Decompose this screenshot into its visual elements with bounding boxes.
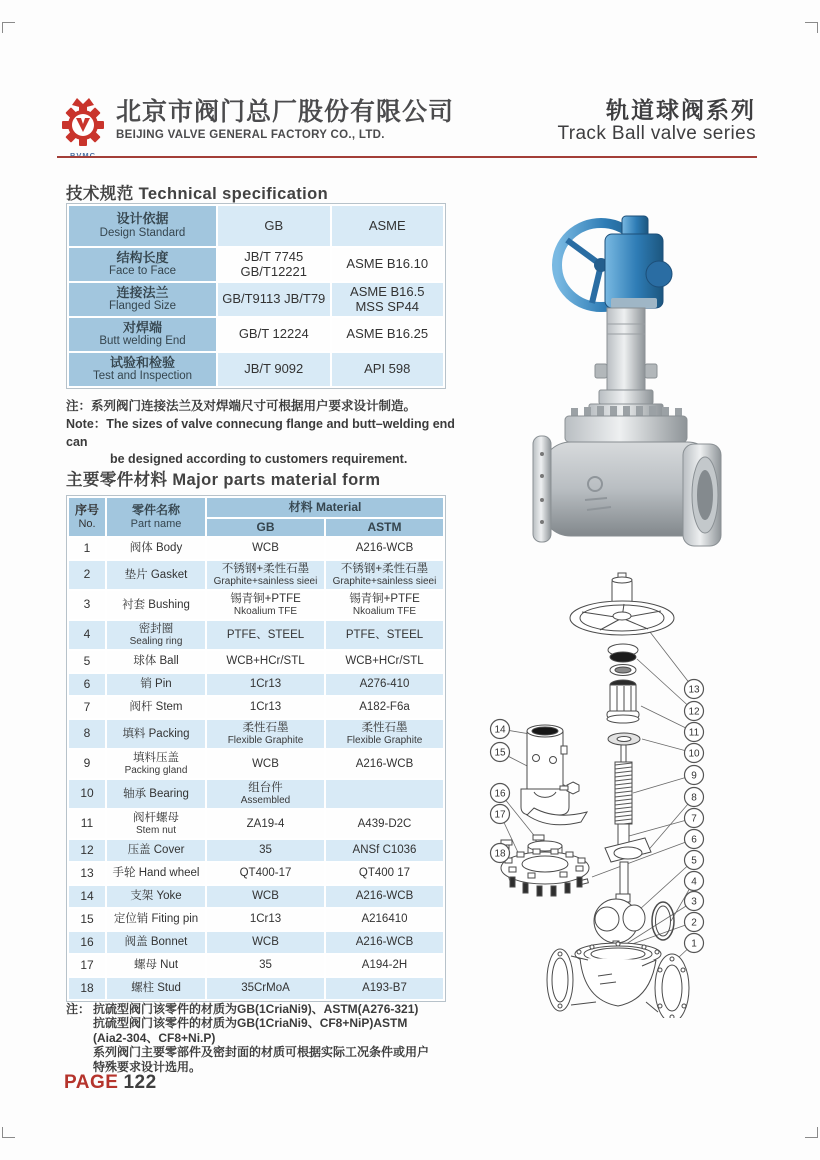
tech-spec-row — [69, 248, 443, 281]
tech-spec-table — [66, 203, 446, 389]
series-title-en: Track Ball valve series — [557, 123, 756, 145]
part-name-cell — [107, 697, 205, 718]
part-no-cell: 18 — [69, 978, 105, 999]
cell-line: 锡青铜+PTFE — [349, 592, 420, 605]
part-no-cell: 13 — [69, 863, 105, 884]
cell-line: WCB — [252, 890, 279, 903]
diagram-stem — [605, 745, 651, 902]
cell-line: GB/T 12224 — [238, 326, 309, 342]
part-gb-cell — [207, 697, 324, 718]
part-name-cell — [107, 750, 205, 778]
callout-7 — [685, 809, 704, 828]
cell-line: 球体 Ball — [133, 655, 179, 668]
part-name-cell — [107, 978, 205, 999]
parts-table — [66, 495, 446, 1002]
part-astm-cell — [326, 674, 443, 695]
part-gb-cell — [207, 840, 324, 861]
cell-line: 柔性石墨 — [361, 721, 408, 734]
part-name-cell — [107, 651, 205, 672]
parts-row — [69, 978, 443, 999]
svg-text:17: 17 — [494, 809, 506, 821]
cell-line: A193-B7 — [362, 982, 407, 995]
part-name-cell — [107, 591, 205, 619]
part-name-cell — [107, 909, 205, 930]
part-gb-cell — [207, 674, 324, 695]
note-lines — [93, 1002, 471, 1074]
callout-4 — [685, 872, 704, 891]
cell-line: 试验和检验 — [109, 354, 175, 370]
cell-line: Nkoalium TFE — [233, 605, 298, 617]
part-gb-cell — [207, 561, 324, 589]
parts-row — [69, 886, 443, 907]
note-line: 抗硫型阀门该零件的材质为GB(1CriaNi9)、ASTM(A276-321) — [93, 1002, 419, 1016]
spec-gb-cell — [218, 206, 330, 246]
cell-line: ASME B16.10 — [346, 256, 429, 272]
diagram-bearing — [608, 733, 640, 745]
svg-text:16: 16 — [494, 788, 506, 800]
svg-text:9: 9 — [691, 770, 697, 782]
svg-text:6: 6 — [691, 834, 697, 846]
callout-15 — [491, 743, 510, 762]
cell-line: 填料 Packing — [122, 727, 190, 740]
note-line: 抗硫型阀门该零件的材质为GB(1CriaNi9、CF8+NiP)ASTM — [93, 1016, 408, 1031]
cell-line: Flanged Size — [108, 300, 177, 313]
part-astm-cell — [326, 720, 443, 748]
header-material: 材料 Material — [207, 498, 443, 517]
cell-line: 锡青铜+PTFE — [230, 592, 301, 605]
tech-spec-table-body — [69, 206, 443, 386]
part-no-cell: 17 — [69, 955, 105, 976]
parts-row — [69, 955, 443, 976]
header-no: 序号 No. — [69, 498, 105, 536]
part-astm-cell — [326, 863, 443, 884]
tech-spec-title — [66, 180, 328, 204]
callout-12 — [685, 702, 704, 721]
spec-label-cell — [69, 283, 216, 316]
cell-line: WCB — [252, 936, 279, 949]
cell-line: 轴承 Bearing — [123, 787, 189, 800]
part-astm-cell — [326, 810, 443, 838]
part-gb-cell — [207, 955, 324, 976]
part-no-cell: 6 — [69, 674, 105, 695]
cell-line: A216-WCB — [355, 890, 414, 903]
cell-line: PTFE、STEEL — [345, 628, 424, 641]
part-name-cell — [107, 780, 205, 808]
cell-line: MSS SP44 — [355, 298, 420, 314]
part-no-cell: 10 — [69, 780, 105, 808]
cell-line: A182-F6a — [359, 701, 410, 714]
parts-row — [69, 810, 443, 838]
cell-line: ASME B16.25 — [346, 326, 429, 342]
part-gb-cell — [207, 720, 324, 748]
svg-text:18: 18 — [494, 848, 506, 860]
cell-line: 销 Pin — [140, 678, 172, 691]
diagram-art — [491, 573, 704, 1018]
svg-text:10: 10 — [688, 748, 700, 760]
parts-row — [69, 674, 443, 695]
callout-3 — [685, 892, 704, 911]
header-rule — [57, 156, 757, 158]
header-part-name: 零件名称 Part name — [107, 498, 205, 536]
part-gb-cell — [207, 932, 324, 953]
cell-line: Graphite+sainless sieei — [213, 575, 318, 587]
part-gb-cell — [207, 863, 324, 884]
cell-line: GB/T12221 — [240, 263, 307, 279]
part-astm-cell — [326, 621, 443, 649]
page-number: 122 — [123, 1072, 157, 1093]
cell-line: 组台件 — [248, 781, 283, 794]
photo-stem — [589, 308, 663, 416]
callout-16 — [491, 784, 510, 803]
part-no-cell: 3 — [69, 591, 105, 619]
part-no-cell: 2 — [69, 561, 105, 589]
cell-line: 连接法兰 — [116, 284, 169, 300]
part-gb-cell — [207, 909, 324, 930]
crop-mark — [805, 22, 818, 33]
cell-line: 填料压盖 — [133, 751, 179, 764]
cell-line: WCB — [252, 757, 279, 770]
cell-line: API 598 — [364, 361, 411, 377]
diagram-bonnet-flange — [501, 841, 589, 896]
svg-text:4: 4 — [691, 876, 697, 888]
parts-title-en: Major parts material form — [172, 471, 381, 489]
part-name-cell — [107, 840, 205, 861]
cell-line: A216-WCB — [355, 757, 414, 770]
part-astm-cell — [326, 978, 443, 999]
cell-line: 压盖 Cover — [127, 844, 185, 857]
part-name-cell — [107, 932, 205, 953]
parts-row — [69, 621, 443, 649]
cell-line: ASME B16.5 — [350, 283, 425, 299]
note-line: 特殊要求设计选用。 — [93, 1059, 202, 1074]
parts-row — [69, 840, 443, 861]
parts-note — [66, 1002, 471, 1074]
part-name-cell — [107, 621, 205, 649]
cell-line: WCB+HCr/STL — [226, 655, 305, 668]
spec-asme-cell — [332, 283, 444, 316]
tech-spec-title-cn: 技术规范 — [66, 185, 134, 203]
cell-line: 对焊端 — [122, 319, 162, 335]
spec-label-cell — [69, 353, 216, 386]
cell-line: 35CrMoA — [241, 982, 290, 995]
callout-2 — [685, 913, 704, 932]
part-astm-cell — [326, 909, 443, 930]
parts-title — [66, 466, 380, 490]
part-astm-cell — [326, 840, 443, 861]
cell-line: QT400-17 — [239, 867, 292, 880]
svg-text:12: 12 — [688, 706, 700, 718]
cell-line: JB/T 7745 — [244, 248, 304, 264]
cell-line: 1Cr13 — [249, 678, 282, 691]
cell-line: Flexible Graphite — [346, 734, 423, 746]
cell-line: 螺柱 Stud — [131, 982, 181, 995]
part-astm-cell — [326, 697, 443, 718]
part-no-cell: 8 — [69, 720, 105, 748]
diagram-cover — [608, 644, 638, 676]
cell-line: WCB+HCr/STL — [345, 655, 424, 668]
cell-line: 设计依据 — [116, 211, 169, 227]
part-no-cell: 16 — [69, 932, 105, 953]
part-astm-cell — [326, 591, 443, 619]
cell-line: Assembled — [240, 794, 291, 806]
svg-text:14: 14 — [494, 724, 506, 736]
photo-top-flange — [565, 406, 687, 442]
company-name-block — [116, 99, 454, 141]
callout-5 — [685, 851, 704, 870]
part-no-cell: 11 — [69, 810, 105, 838]
part-name-cell — [107, 810, 205, 838]
cell-line: 衬套 Bushing — [122, 598, 190, 611]
cell-line: 阀杆螺母 — [133, 811, 179, 824]
company-logo — [56, 96, 110, 158]
part-name-cell — [107, 955, 205, 976]
crop-mark — [2, 22, 15, 33]
spec-asme-cell — [332, 318, 444, 351]
cell-line: Packing gland — [124, 764, 188, 776]
gear-logo-icon — [56, 96, 110, 148]
svg-text:15: 15 — [494, 747, 506, 759]
note-line: 系列阀门主要零部件及密封面的材质可根据实际工况条件或用户 — [93, 1045, 430, 1060]
cell-line: Stem nut — [135, 824, 177, 836]
cell-line: 1Cr13 — [249, 701, 282, 714]
cell-line: 阀盖 Bonnet — [124, 936, 188, 949]
cell-line: 35 — [259, 844, 272, 857]
callout-18 — [491, 844, 510, 863]
cell-line: 阀体 Body — [129, 542, 183, 555]
cell-line: Nkoalium TFE — [352, 605, 417, 617]
cell-line: 螺母 Nut — [133, 959, 179, 972]
cell-line: 结构长度 — [116, 249, 169, 265]
part-gb-cell — [207, 538, 324, 559]
cell-line: A216-WCB — [355, 936, 414, 949]
cell-line: WCB — [252, 542, 279, 555]
part-astm-cell — [326, 750, 443, 778]
part-name-cell — [107, 863, 205, 884]
part-name-cell — [107, 674, 205, 695]
diagram-yoke — [521, 725, 587, 825]
page-footer — [64, 1072, 157, 1094]
part-name-cell — [107, 538, 205, 559]
note-label: 注： — [66, 1002, 91, 1016]
cell-line: Sealing ring — [129, 635, 183, 647]
parts-row — [69, 932, 443, 953]
tech-spec-row — [69, 206, 443, 246]
series-title-block — [557, 97, 756, 145]
cell-line: Flexible Graphite — [227, 734, 304, 746]
parts-row — [69, 750, 443, 778]
svg-text:1: 1 — [691, 938, 697, 950]
part-astm-cell — [326, 932, 443, 953]
parts-row — [69, 780, 443, 808]
spec-gb-cell — [218, 248, 330, 281]
callout-6 — [685, 830, 704, 849]
cell-line: GB/T9113 JB/T79 — [222, 291, 326, 307]
parts-row — [69, 561, 443, 589]
part-no-cell: 4 — [69, 621, 105, 649]
part-gb-cell — [207, 621, 324, 649]
tech-spec-title-en: Technical specification — [138, 185, 329, 203]
part-no-cell: 12 — [69, 840, 105, 861]
part-no-cell: 1 — [69, 538, 105, 559]
diagram-stem-nut — [607, 680, 639, 723]
part-gb-cell — [207, 810, 324, 838]
callout-11 — [685, 723, 704, 742]
exploded-diagram — [462, 566, 780, 1018]
cell-line: Face to Face — [108, 265, 177, 278]
leader-line-13 — [650, 632, 694, 689]
svg-text:5: 5 — [691, 855, 697, 867]
parts-header-row — [69, 498, 443, 517]
spec-label-cell — [69, 318, 216, 351]
part-no-cell: 14 — [69, 886, 105, 907]
spec-gb-cell — [218, 283, 330, 316]
part-gb-cell — [207, 591, 324, 619]
note-line: Note：The sizes of valve connecung flange and butt–welding end can — [66, 416, 455, 449]
cell-line: Test and Inspection — [92, 370, 193, 383]
cell-line: 不锈钢+柔性石墨 — [340, 562, 429, 575]
tech-spec-row — [69, 353, 443, 386]
spec-gb-cell — [218, 353, 330, 386]
part-name-cell — [107, 886, 205, 907]
callout-9 — [685, 766, 704, 785]
note-line: be designed according to customers requirement. — [110, 452, 408, 467]
cell-line: ASME — [368, 217, 406, 233]
cell-line: 支架 Yoke — [130, 890, 182, 903]
part-gb-cell — [207, 978, 324, 999]
part-gb-cell — [207, 651, 324, 672]
spec-asme-cell — [332, 248, 444, 281]
part-no-cell: 15 — [69, 909, 105, 930]
crop-mark — [2, 1127, 15, 1138]
note-line: 注：系列阀门连接法兰及对焊端尺寸可根据用户要求设计制造。 — [66, 399, 417, 413]
diagram-handwheel — [570, 573, 674, 635]
cell-line: 不锈钢+柔性石墨 — [221, 562, 310, 575]
cell-line: 定位销 Fiting pin — [113, 913, 199, 926]
page-label: PAGE — [64, 1072, 119, 1093]
part-name-cell — [107, 720, 205, 748]
part-astm-cell — [326, 538, 443, 559]
parts-row — [69, 863, 443, 884]
spec-asme-cell — [332, 206, 444, 246]
cell-line: 垫片 Gasket — [124, 568, 188, 581]
cell-line: 手轮 Hand wheel — [112, 867, 200, 880]
cell-line: QT400 17 — [358, 867, 411, 880]
parts-row — [69, 720, 443, 748]
company-name-cn: 北京市阀门总厂股份有限公司 — [116, 98, 455, 126]
svg-text:13: 13 — [688, 684, 700, 696]
part-no-cell: 7 — [69, 697, 105, 718]
valve-photo-art — [533, 216, 721, 546]
cell-line: 1Cr13 — [249, 913, 282, 926]
svg-text:11: 11 — [688, 727, 700, 739]
part-no-cell: 9 — [69, 750, 105, 778]
tech-spec-row — [69, 318, 443, 351]
parts-title-cn: 主要零件材料 — [66, 471, 168, 489]
part-astm-cell — [326, 561, 443, 589]
tech-spec-note — [66, 398, 466, 469]
part-name-cell — [107, 561, 205, 589]
cell-line: ZA19-4 — [246, 817, 285, 830]
callout-1 — [685, 934, 704, 953]
cell-line: Butt welding End — [99, 335, 186, 348]
cell-line: JB/T 9092 — [244, 361, 304, 377]
cell-line: Graphite+sainless sieei — [332, 575, 437, 587]
parts-row — [69, 651, 443, 672]
parts-row — [69, 909, 443, 930]
cell-line: GB — [264, 217, 284, 233]
part-astm-cell — [326, 955, 443, 976]
parts-row — [69, 591, 443, 619]
part-astm-cell — [326, 886, 443, 907]
part-astm-cell — [326, 651, 443, 672]
cell-line: ANSf C1036 — [352, 844, 417, 857]
parts-table-body — [69, 498, 443, 999]
part-no-cell: 5 — [69, 651, 105, 672]
leader-line-7 — [629, 818, 694, 836]
spec-asme-cell — [332, 353, 444, 386]
parts-row — [69, 697, 443, 718]
spec-gb-cell — [218, 318, 330, 351]
part-gb-cell — [207, 780, 324, 808]
svg-text:2: 2 — [691, 917, 697, 929]
cell-line: PTFE、STEEL — [226, 628, 305, 641]
series-title-cn: 轨道球阀系列 — [606, 97, 756, 123]
cell-line: 35 — [259, 959, 272, 972]
note-line: (Aia2-304、CF8+Ni.P) — [93, 1030, 216, 1045]
cell-line: 柔性石墨 — [242, 721, 289, 734]
cell-line: A276-410 — [359, 678, 410, 691]
diagram-body — [547, 942, 689, 1018]
callout-10 — [685, 744, 704, 763]
callout-14 — [491, 720, 510, 739]
header-gb: GB — [207, 519, 324, 536]
part-gb-cell — [207, 750, 324, 778]
callout-8 — [685, 788, 704, 807]
cell-line: A439-D2C — [357, 817, 412, 830]
cell-line: A216-WCB — [355, 542, 414, 555]
spec-label-cell — [69, 248, 216, 281]
callout-17 — [491, 805, 510, 824]
svg-text:7: 7 — [691, 813, 697, 825]
header-astm: ASTM — [326, 519, 443, 536]
cell-line: A194-2H — [361, 959, 408, 972]
crop-mark — [805, 1127, 818, 1138]
part-astm-cell — [326, 780, 443, 808]
company-name-en: BEIJING VALVE GENERAL FACTORY CO., LTD. — [116, 128, 385, 141]
parts-row — [69, 538, 443, 559]
part-gb-cell — [207, 886, 324, 907]
svg-text:3: 3 — [691, 896, 697, 908]
callout-13 — [685, 680, 704, 699]
cell-line: 阀杆 Stem — [129, 701, 183, 714]
svg-text:8: 8 — [691, 792, 697, 804]
tech-spec-row — [69, 283, 443, 316]
valve-photo — [487, 192, 813, 560]
cell-line: 密封圈 — [138, 622, 174, 635]
cell-line: Design Standard — [99, 226, 186, 239]
spec-label-cell — [69, 206, 216, 246]
cell-line: A216410 — [361, 913, 408, 926]
photo-body — [533, 436, 721, 546]
